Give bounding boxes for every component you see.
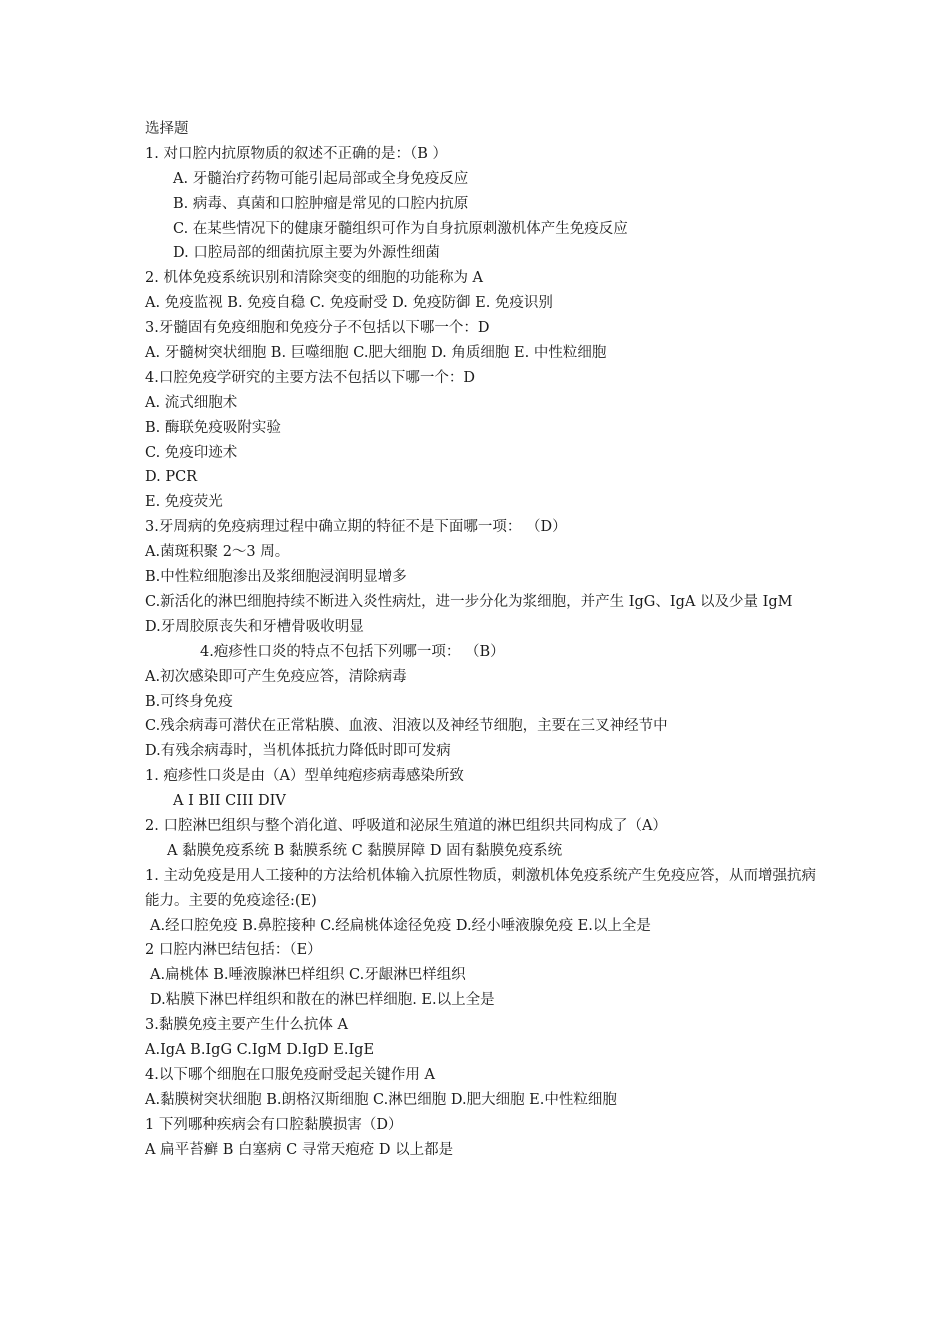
section-heading: 选择题 bbox=[145, 121, 189, 137]
option-a: A. 流式细胞术 bbox=[145, 394, 238, 411]
question-2c: 2 口腔内淋巴结包括：（E） bbox=[145, 942, 322, 959]
option-b: B.中性粒细胞渗出及浆细胞浸润明显增多 bbox=[145, 569, 407, 586]
option-b: B.可终身免疫 bbox=[145, 693, 233, 710]
options-line: A.经口腔免疫 B.鼻腔接种 C.经扁桃体途径免疫 D.经小唾液腺免疫 E.以上全是 bbox=[150, 917, 651, 934]
option-d: D.牙周胶原丧失和牙槽骨吸收明显 bbox=[145, 618, 364, 635]
option-c: C. 在某些情况下的健康牙髓组织可作为自身抗原刺激机体产生免疫反应 bbox=[173, 220, 628, 237]
options-line: A.黏膜树突状细胞 B.朗格汉斯细胞 C.淋巴细胞 D.肥大细胞 E.中性粒细胞 bbox=[145, 1091, 617, 1108]
option-d: D.有残余病毒时，当机体抵抗力降低时即可发病 bbox=[145, 743, 451, 760]
option-e: E. 免疫荧光 bbox=[145, 494, 223, 511]
options-line: A.扁桃体 B.唾液腺淋巴样组织 C.牙龈淋巴样组织 bbox=[150, 967, 466, 984]
options-line: A.IgA B.IgG C.IgM D.IgD E.IgE bbox=[145, 1042, 375, 1058]
document-body bbox=[145, 117, 825, 1162]
question-3c: 3.黏膜免疫主要产生什么抗体 A bbox=[145, 1017, 348, 1034]
question-1: 1. 对口腔内抗原物质的叙述不正确的是：（B ） bbox=[145, 145, 447, 162]
options-line: A 扁平苔癣 B 白塞病 C 寻常天疱疮 D 以上都是 bbox=[145, 1141, 454, 1158]
option-c: C. 免疫印迹术 bbox=[145, 444, 238, 461]
question-periodontal: 3.牙周病的免疫病理过程中确立期的特征不是下面哪一项： （D） bbox=[145, 519, 567, 536]
question-1d: 1 下列哪种疾病会有口腔黏膜损害（D） bbox=[145, 1116, 403, 1133]
option-a: A.初次感染即可产生免疫应答，清除病毒 bbox=[145, 668, 407, 685]
options-line: D.粘膜下淋巴样组织和散在的淋巴样细胞. E.以上全是 bbox=[150, 992, 495, 1009]
option-d: D. PCR bbox=[145, 469, 198, 486]
question-3: 3.牙髓固有免疫细胞和免疫分子不包括以下哪一个：D bbox=[145, 320, 490, 337]
option-b: B. 酶联免疫吸附实验 bbox=[145, 419, 281, 436]
options-line: A. 牙髓树突状细胞 B. 巨噬细胞 C.肥大细胞 D. 角质细胞 E. 中性粒细胞 bbox=[145, 345, 607, 362]
options-line: A 黏膜免疫系统 B 黏膜系统 C 黏膜屏障 D 固有黏膜免疫系统 bbox=[167, 842, 563, 859]
question-2: 2. 机体免疫系统识别和清除突变的细胞的功能称为 A bbox=[145, 270, 484, 287]
options-line: A I BII CIII DIV bbox=[173, 793, 286, 810]
question-4c: 4.以下哪个细胞在口服免疫耐受起关键作用 A bbox=[145, 1066, 435, 1083]
question-2b: 2. 口腔淋巴组织与整个消化道、呼吸道和泌尿生殖道的淋巴组织共同构成了（A） bbox=[145, 817, 667, 834]
option-a: A.菌斑积聚 2～3 周。 bbox=[145, 544, 290, 561]
option-b: B. 病毒、真菌和口腔肿瘤是常见的口腔内抗原 bbox=[173, 195, 469, 212]
option-d: D. 口腔局部的细菌抗原主要为外源性细菌 bbox=[173, 245, 440, 262]
question-herpetic: 4.疱疹性口炎的特点不包括下列哪一项： （B） bbox=[200, 643, 505, 660]
option-c: C.新活化的淋巴细胞持续不断进入炎性病灶，进一步分化为浆细胞，并产生 IgG、IgA 以及少量 IgM bbox=[145, 593, 793, 610]
question-1b: 1. 疱疹性口炎是由（A）型单纯疱疹病毒感染所致 bbox=[145, 768, 464, 785]
question-4: 4.口腔免疫学研究的主要方法不包括以下哪一个：D bbox=[145, 369, 475, 386]
option-a: A. 牙髓治疗药物可能引起局部或全身免疫反应 bbox=[173, 170, 469, 187]
option-c: C.残余病毒可潜伏在正常粘膜、血液、泪液以及神经节细胞，主要在三叉神经节中 bbox=[145, 718, 668, 735]
question-1c: 1. 主动免疫是用人工接种的方法给机体输入抗原性物质，刺激机体免疫系统产生免疫应答，从而增强抗病能力。主要的免疫途径:(E) bbox=[145, 867, 816, 909]
options-line: A. 免疫监视 B. 免疫自稳 C. 免疫耐受 D. 免疫防御 E. 免疫识别 bbox=[145, 295, 553, 312]
